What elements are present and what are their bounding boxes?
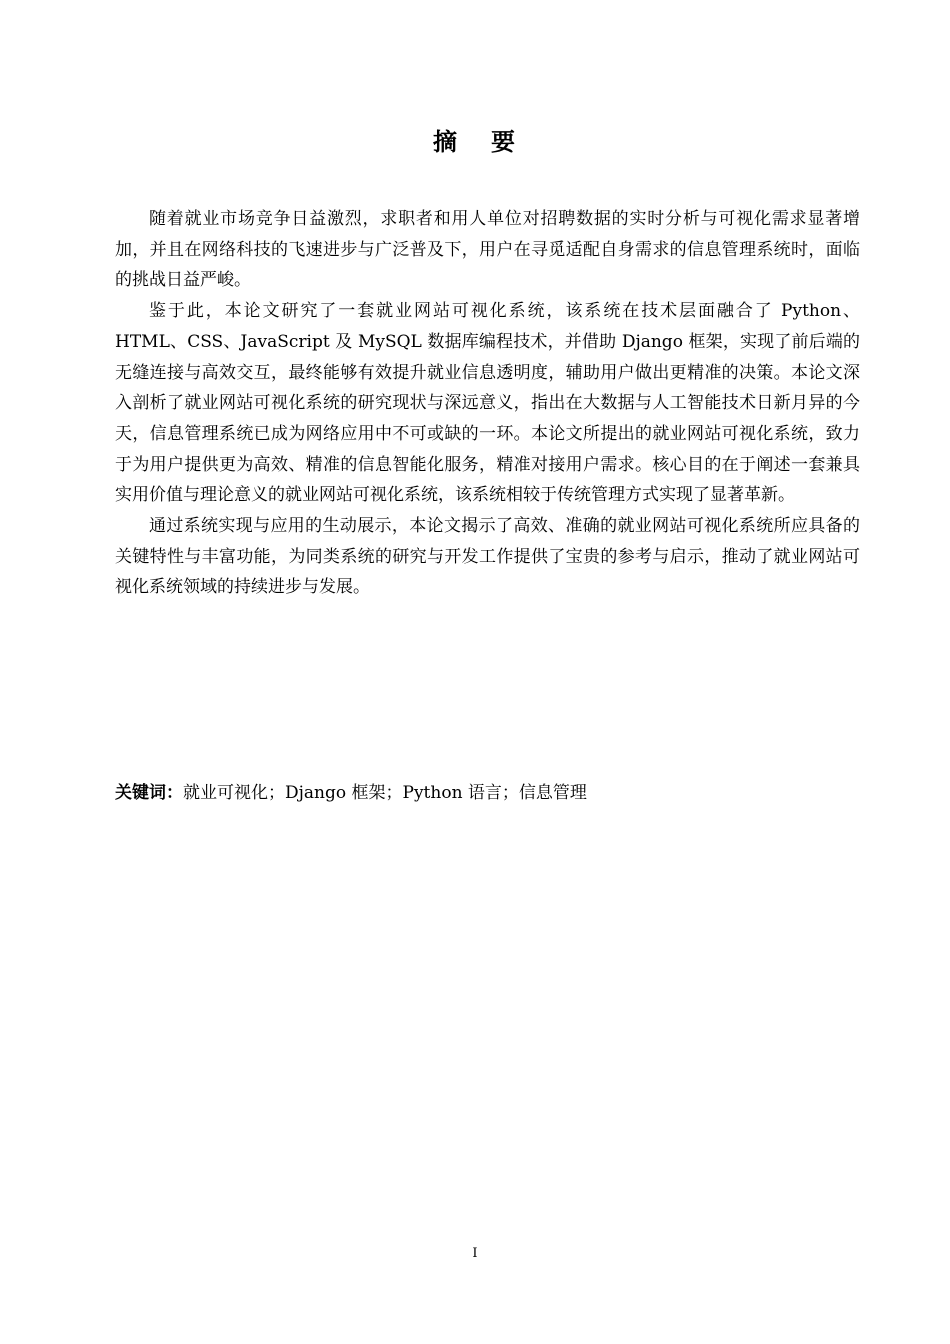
- abstract-paragraph-3: 通过系统实现与应用的生动展示，本论文揭示了高效、准确的就业网站可视化系统所应具备的关键特性与丰富功能，为同类系统的研究与开发工作提供了宝贵的参考与启示，推动了就业网站可视化系统领域的持续进步与发展。: [115, 516, 860, 598]
- abstract-paragraph-1: 随着就业市场竞争日益激烈，求职者和用人单位对招聘数据的实时分析与可视化需求显著增加，并且在网络科技的飞速进步与广泛普及下，用户在寻觅适配自身需求的信息管理系统时，面临的挑战日益严峻。: [115, 209, 860, 291]
- keywords-line: [115, 778, 860, 808]
- keywords-text: 就业可视化；Django 框架；Python 语言；信息管理: [183, 783, 587, 803]
- title-char-1: 摘: [433, 127, 459, 156]
- page-title: [0, 122, 950, 157]
- abstract-body: [115, 204, 860, 603]
- keywords-label: 关键词：: [115, 783, 183, 803]
- page-number: I: [472, 1246, 478, 1261]
- title-char-2: 要: [491, 127, 517, 156]
- abstract-paragraph-2: 鉴于此，本论文研究了一套就业网站可视化系统，该系统在技术层面融合了 Python、HTML、CSS、JavaScript 及 MySQL 数据库编程技术，并借助 Django 框架，实现了前后端的无缝连接与高效交互，最终能够有效提升就业信息透明度，辅助用户做出更精准的决策。本论文深入剖析了就业网站可视化系统的研究现状与深远意义，指出在大数据与人工智能技术日新月异的今天，信息管理系统已成为网络应用中不可或缺的一环。本论文所提出的就业网站可视化系统，致力于为用户提供更为高效、精准的信息智能化服务，精准对接用户需求。核心目的在于阐述一套兼具实用价值与理论意义的就业网站可视化系统，该系统相较于传统管理方式实现了显著革新。: [115, 301, 860, 506]
